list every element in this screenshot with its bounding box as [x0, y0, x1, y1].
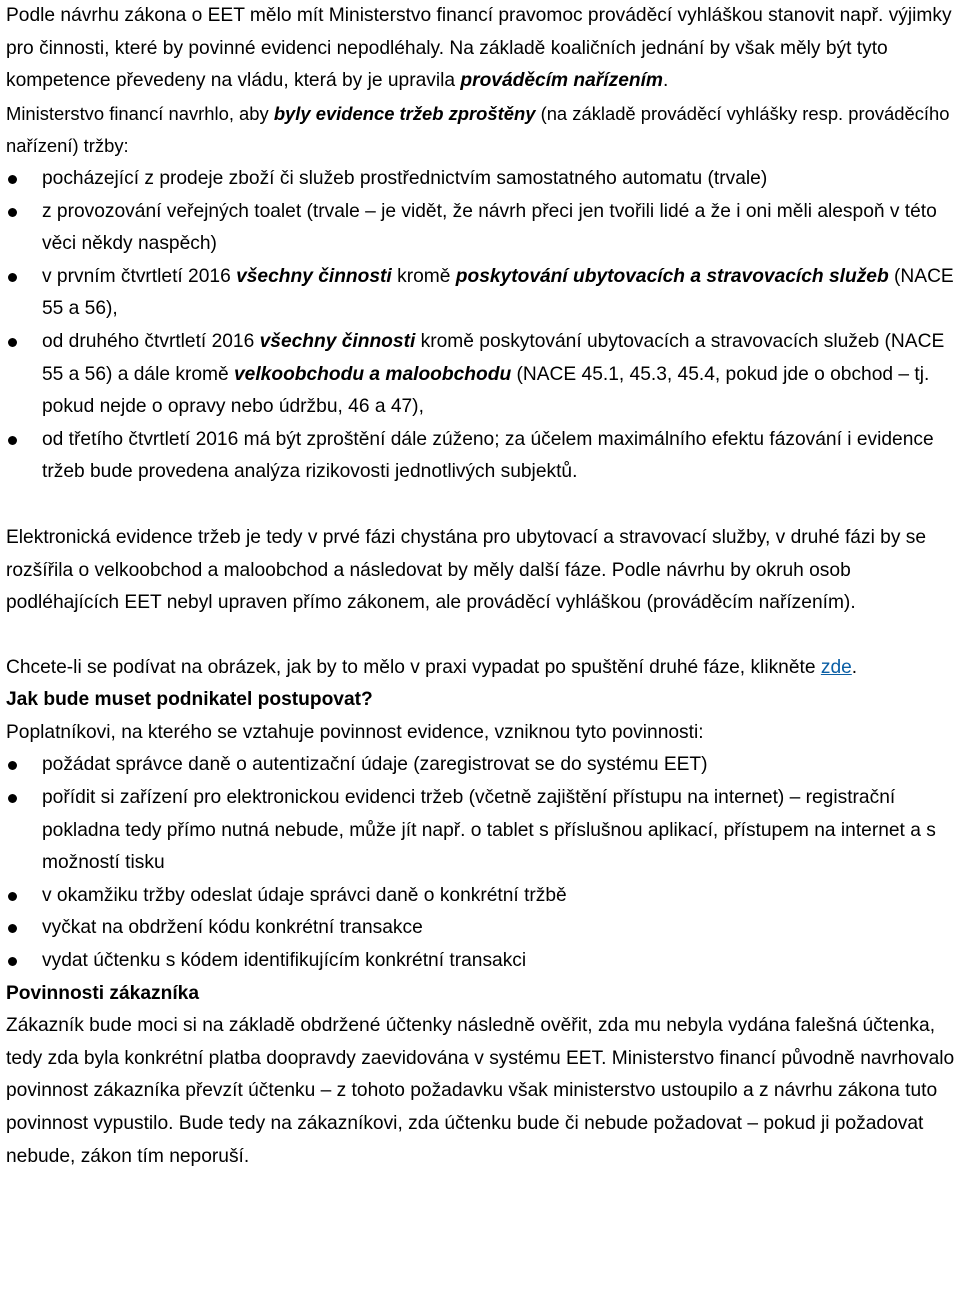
proposal-text-end: (na základě prováděcí vyhlášky resp. prováděcího nařízení) tržby: [6, 102, 950, 157]
exemption-text: pocházející z prodeje zboží či služeb prostřednictvím samostatného automatu (trvale) [42, 167, 768, 189]
bullet-icon [8, 436, 17, 445]
bullet-icon [8, 892, 17, 901]
duty-text: vyčkat na obdržení kódu konkrétní transakce [42, 917, 423, 939]
duty-text: pořídit si zařízení pro elektronickou evidenci tržeb (včetně zajištění přístupu na internet) – registrační pokladna tedy přímo nutná nebude, může jít např. o tablet s příslušnou aplikací, přístupem na internet a s možností tisku [42, 787, 936, 874]
exemption-item [6, 163, 956, 196]
picture-text-end: . [851, 656, 858, 678]
exemption-item [6, 326, 956, 424]
exemption-text: (NACE 55 a 56), [42, 265, 954, 320]
exemption-text: (NACE 45.1, 45.3, 45.4, pokud jde o obchod – tj. pokud nejde o opravy nebo údržbu, 46 a 47), [42, 363, 930, 418]
exemption-text: z provozování veřejných toalet (trvale – je vidět, že návrh přeci jen tvořili lidé a že i oni měli alespoň v této věci někdy naspěch) [42, 200, 937, 255]
bullet-icon [8, 338, 17, 347]
picture-paragraph [6, 652, 956, 685]
intro-paragraph [6, 0, 956, 98]
proposal-text-start: Ministerstvo financí navrhlo, aby [6, 102, 274, 124]
ministry-proposal-paragraph [6, 98, 956, 163]
duty-item [6, 912, 956, 945]
duty-text: v okamžiku tržby odeslat údaje správci daně o konkrétní tržbě [42, 884, 567, 906]
duty-item [6, 749, 956, 782]
exemption-emphasis: poskytování ubytovacích a stravovacích služeb [455, 265, 889, 287]
duty-text: vydat účtenku s kódem identifikujícím konkrétní transakci [42, 950, 527, 972]
exemption-item [6, 196, 956, 261]
bullet-icon [8, 175, 17, 184]
exemption-emphasis: všechny činnosti [259, 330, 416, 352]
intro-emphasis-decree: prováděcím nařízením [460, 70, 663, 92]
exemptions-list [6, 163, 956, 489]
exemption-text: od třetího čtvrtletí 2016 má být zproštění dále zúženo; za účelem maximálního efektu fázování i evidence tržeb bude provedena analýza rizikovosti jednotlivých subjektů. [42, 428, 934, 483]
bullet-icon [8, 273, 17, 282]
customer-paragraph: Zákazník bude moci si na základě obdržené účtenky následně ověřit, zda mu nebyla vydána falešná účtenka, tedy zda byla konkrétní platba doopravdy zaevidována v systému EET. Ministerstvo financí původně navrhovalo povinnost zákazníka převzít účtenku – z tohoto požadavku však ministerstvo ustoupilo a z návrhu zákona tuto povinnost vypustilo. Bude tedy na zákazníkovi, zda účtenku bude či nebude požadovat – pokud ji požadovat nebude, zákon tím neporuší. [6, 1015, 955, 1167]
exemption-emphasis: velkoobchodu a maloobchodu [234, 363, 512, 385]
customer-heading: Povinnosti zákazníka [6, 982, 199, 1004]
duty-item [6, 945, 956, 978]
duty-text: požádat správce daně o autentizační údaje (zaregistrovat se do systému EET) [42, 754, 708, 776]
exemption-text: od druhého čtvrtletí 2016 [42, 330, 260, 352]
bullet-icon [8, 924, 17, 933]
exemption-item [6, 424, 956, 489]
exemption-text: v prvním čtvrtletí 2016 [42, 265, 237, 287]
phases-paragraph: Elektronická evidence tržeb je tedy v prvé fázi chystána pro ubytovací a stravovací služby, v druhé fázi by se rozšířila o velkoobchod a maloobchod a následovat by měly další fáze. Podle návrhu by okruh osob podléhajících EET nebyl upraven přímo zákonem, ale prováděcí vyhláškou (prováděcím nařízením). [6, 526, 927, 614]
intro-period: . [662, 70, 669, 92]
bullet-icon [8, 208, 17, 217]
entrepreneur-intro: Poplatníkovi, na kterého se vztahuje povinnost evidence, vzniknou tyto povinnosti: [6, 721, 704, 743]
entrepreneur-heading: Jak bude muset podnikatel postupovat? [6, 689, 373, 711]
duty-item [6, 782, 956, 880]
exemption-text: kromě [391, 265, 456, 287]
exemption-emphasis: všechny činnosti [236, 265, 392, 287]
proposal-emphasis: byly evidence tržeb zproštěny [273, 102, 536, 124]
entrepreneur-duties-list [6, 749, 956, 977]
duty-item [6, 880, 956, 913]
exemption-item [6, 261, 956, 326]
picture-text: Chcete-li se podívat na obrázek, jak by to mělo v praxi vypadat po spuštění druhé fáze, klikněte [6, 656, 821, 678]
intro-text: Podle návrhu zákona o EET mělo mít Ministerstvo financí pravomoc prováděcí vyhláškou stanovit např. výjimky pro činnosti, které by povinné evidenci nepodléhaly. Na základě koaličních jednání by však měly být tyto kompetence převedeny na vládu, která by je upravila [6, 5, 952, 92]
bullet-icon [8, 761, 17, 770]
bullet-icon [8, 957, 17, 966]
document-page [6, 0, 956, 1173]
picture-link[interactable]: zde [820, 656, 852, 678]
bullet-icon [8, 794, 17, 803]
exemption-text: kromě poskytování ubytovacích a stravovacích služeb (NACE 55 a 56) a dále kromě [42, 330, 945, 385]
